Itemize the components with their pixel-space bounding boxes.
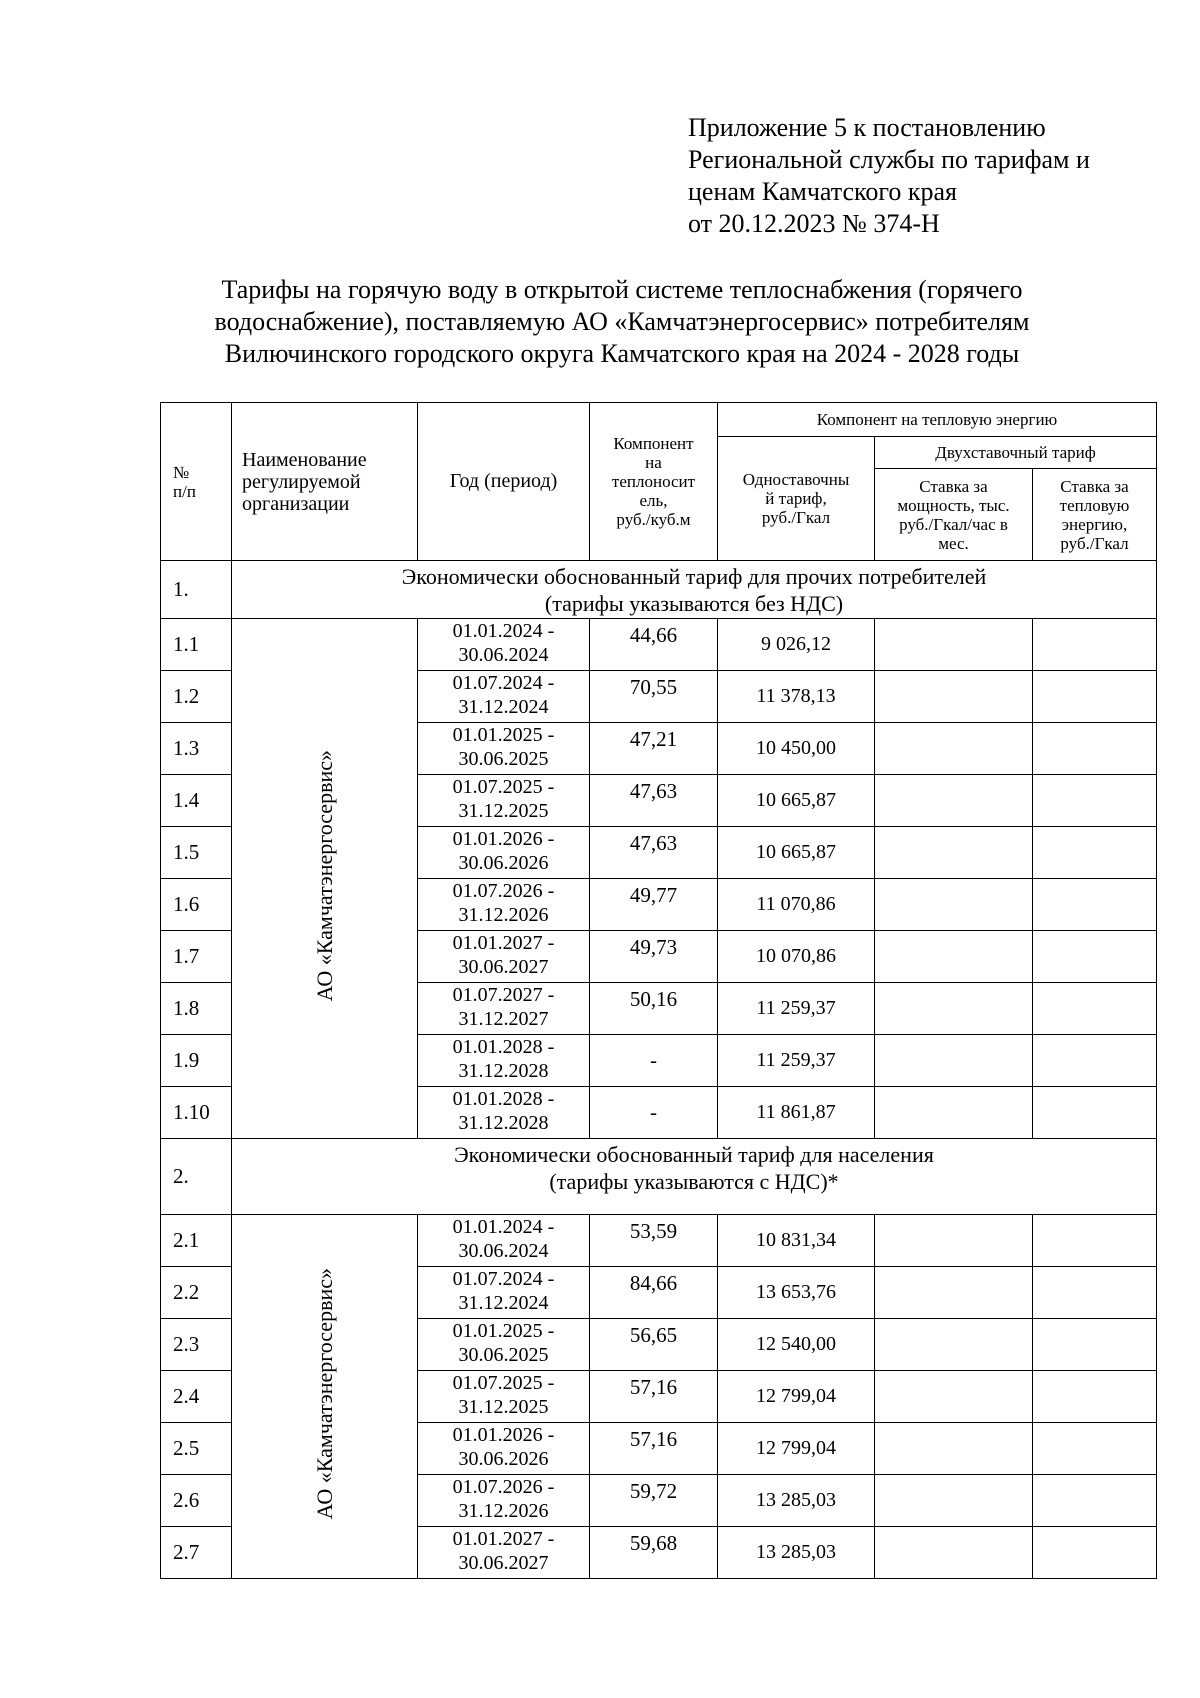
period-to: 31.12.2024 — [458, 1292, 549, 1314]
tariff-table — [160, 402, 1157, 1579]
single-rate-tariff: 11 861,87 — [718, 1087, 875, 1139]
period-from: 01.07.2025 - — [452, 1372, 555, 1394]
period-to: 31.12.2024 — [458, 696, 549, 718]
capacity-rate-cell — [875, 1475, 1033, 1527]
period-from: 01.01.2026 - — [452, 1424, 555, 1446]
energy-rate-cell — [1033, 1035, 1157, 1087]
single-rate-tariff: 10 831,34 — [718, 1215, 875, 1267]
annex-line: Приложение 5 к постановлению — [688, 113, 1046, 142]
title-line: Тарифы на горячую воду в открытой системе теплоснабжения (горячего — [221, 275, 1023, 304]
period — [418, 879, 590, 931]
annex-line: от 20.12.2023 № 374-Н — [688, 209, 940, 238]
period-from: 01.07.2027 - — [452, 984, 555, 1006]
row-number: 1.10 — [161, 1087, 232, 1139]
header-organization-line: организации — [242, 492, 350, 515]
carrier-component: 70,55 — [590, 671, 718, 723]
section-title-line: (тарифы указываются без НДС) — [544, 591, 844, 616]
capacity-rate-cell — [875, 827, 1033, 879]
single-rate-tariff: 10 070,86 — [718, 931, 875, 983]
header-single-line: Одноставочны — [742, 470, 850, 489]
organization-name-text: АО «Камчатэнергосервис» — [311, 750, 337, 1002]
header-number-line: № — [173, 462, 190, 482]
period-from: 01.07.2024 - — [452, 1268, 555, 1290]
period-to: 31.12.2025 — [458, 800, 549, 822]
period — [418, 1319, 590, 1371]
carrier-component: 84,66 — [590, 1267, 718, 1319]
carrier-component: 56,65 — [590, 1319, 718, 1371]
row-number: 1.4 — [161, 775, 232, 827]
energy-rate-cell — [1033, 1215, 1157, 1267]
row-number: 1.7 — [161, 931, 232, 983]
row-number: 2.2 — [161, 1267, 232, 1319]
single-rate-tariff: 13 285,03 — [718, 1475, 875, 1527]
header-carrier-line: ель, — [639, 491, 668, 510]
period-to: 30.06.2026 — [458, 852, 549, 874]
header-capacity-line: мощность, тыс. — [897, 495, 1010, 515]
annex-note — [688, 112, 1168, 240]
header-capacity-line: Ставка за — [919, 476, 988, 496]
period — [418, 1423, 590, 1475]
header-row — [161, 403, 1157, 437]
single-rate-tariff: 12 799,04 — [718, 1423, 875, 1475]
period — [418, 931, 590, 983]
row-number: 1.1 — [161, 619, 232, 671]
row-number: 1.2 — [161, 671, 232, 723]
period — [418, 723, 590, 775]
period-to: 30.06.2027 — [458, 956, 549, 978]
period — [418, 1475, 590, 1527]
carrier-component: 47,63 — [590, 827, 718, 879]
organization-name-text: АО «Камчатэнергосервис» — [311, 1268, 337, 1520]
header-energy-rate-line: руб./Гкал — [1060, 533, 1129, 553]
section-title-line: (тарифы указываются с НДС)* — [549, 1169, 839, 1194]
document-title — [150, 274, 1094, 370]
single-rate-tariff: 11 259,37 — [718, 1035, 875, 1087]
header-organization-line: регулируемой — [242, 470, 361, 493]
header-energy-rate-line: тепловую — [1059, 495, 1130, 515]
table-row — [161, 619, 1157, 671]
capacity-rate-cell — [875, 723, 1033, 775]
period-to: 31.12.2026 — [458, 904, 549, 926]
header-energy-rate — [1033, 469, 1157, 561]
energy-rate-cell — [1033, 827, 1157, 879]
energy-rate-cell — [1033, 1267, 1157, 1319]
energy-rate-cell — [1033, 723, 1157, 775]
period-from: 01.01.2026 - — [452, 828, 555, 850]
energy-rate-cell — [1033, 879, 1157, 931]
period — [418, 827, 590, 879]
header-carrier-line: на — [645, 453, 662, 472]
energy-rate-cell — [1033, 1371, 1157, 1423]
header-carrier-line: Компонент — [613, 434, 694, 453]
period-from: 01.01.2024 - — [452, 1216, 555, 1238]
section-title-line: Экономически обоснованный тариф для населения — [454, 1142, 934, 1167]
period — [418, 1267, 590, 1319]
single-rate-tariff: 13 285,03 — [718, 1527, 875, 1579]
header-capacity-line: руб./Гкал/час в — [899, 514, 1008, 534]
period-to: 31.12.2026 — [458, 1500, 549, 1522]
carrier-component: 59,72 — [590, 1475, 718, 1527]
header-number-line: п/п — [173, 481, 196, 501]
period-from: 01.07.2025 - — [452, 776, 555, 798]
period-to: 30.06.2024 — [458, 1240, 549, 1262]
period — [418, 1371, 590, 1423]
energy-rate-cell — [1033, 1087, 1157, 1139]
header-single-line: й тариф, — [765, 489, 827, 508]
energy-rate-cell — [1033, 1423, 1157, 1475]
capacity-rate-cell — [875, 1319, 1033, 1371]
capacity-rate-cell — [875, 931, 1033, 983]
period-from: 01.07.2024 - — [452, 672, 555, 694]
header-carrier-line: теплоносит — [611, 472, 696, 491]
period-to: 31.12.2027 — [458, 1008, 549, 1030]
carrier-component: 50,16 — [590, 983, 718, 1035]
period-from: 01.01.2027 - — [452, 932, 555, 954]
carrier-component: 57,16 — [590, 1423, 718, 1475]
section-header-row — [161, 561, 1157, 619]
energy-rate-cell — [1033, 671, 1157, 723]
single-rate-tariff: 10 665,87 — [718, 827, 875, 879]
header-energy-rate-line: Ставка за — [1060, 476, 1129, 496]
row-number: 1.5 — [161, 827, 232, 879]
period — [418, 983, 590, 1035]
period-to: 31.12.2028 — [458, 1112, 549, 1134]
carrier-component: 44,66 — [590, 619, 718, 671]
single-rate-tariff: 10 665,87 — [718, 775, 875, 827]
section-number: 1. — [161, 561, 232, 619]
header-energy-component: Компонент на тепловую энергию — [718, 403, 1157, 437]
energy-rate-cell — [1033, 619, 1157, 671]
energy-rate-cell — [1033, 1319, 1157, 1371]
single-rate-tariff: 10 450,00 — [718, 723, 875, 775]
carrier-component: - — [590, 1035, 718, 1087]
capacity-rate-cell — [875, 1423, 1033, 1475]
period-from: 01.07.2026 - — [452, 880, 555, 902]
carrier-component: 49,73 — [590, 931, 718, 983]
period-to: 31.12.2025 — [458, 1396, 549, 1418]
capacity-rate-cell — [875, 619, 1033, 671]
annex-line: Региональной службы по тарифам и — [688, 145, 1090, 174]
single-rate-tariff: 12 540,00 — [718, 1319, 875, 1371]
energy-rate-cell — [1033, 983, 1157, 1035]
header-energy-rate-line: энергию, — [1061, 514, 1128, 534]
period-to: 30.06.2026 — [458, 1448, 549, 1470]
title-line: Вилючинского городского округа Камчатского края на 2024 - 2028 годы — [224, 339, 1020, 368]
row-number: 2.1 — [161, 1215, 232, 1267]
section-number: 2. — [161, 1139, 232, 1215]
table-row — [161, 1215, 1157, 1267]
period — [418, 1035, 590, 1087]
section-title — [232, 561, 1157, 619]
header-carrier-component — [590, 403, 718, 561]
row-number: 2.5 — [161, 1423, 232, 1475]
capacity-rate-cell — [875, 671, 1033, 723]
period-to: 30.06.2027 — [458, 1552, 549, 1574]
header-number — [161, 403, 232, 561]
period-to: 31.12.2028 — [458, 1060, 549, 1082]
period — [418, 775, 590, 827]
row-number: 1.6 — [161, 879, 232, 931]
header-single-rate — [718, 437, 875, 561]
header-period: Год (период) — [418, 403, 590, 561]
period-to: 30.06.2025 — [458, 748, 549, 770]
period-from: 01.01.2027 - — [452, 1528, 555, 1550]
header-two-part-tariff: Двухставочный тариф — [875, 437, 1157, 469]
capacity-rate-cell — [875, 1035, 1033, 1087]
energy-rate-cell — [1033, 1475, 1157, 1527]
section-header-row — [161, 1139, 1157, 1215]
row-number: 2.7 — [161, 1527, 232, 1579]
row-number: 1.3 — [161, 723, 232, 775]
single-rate-tariff: 11 378,13 — [718, 671, 875, 723]
row-number: 2.3 — [161, 1319, 232, 1371]
single-rate-tariff: 12 799,04 — [718, 1371, 875, 1423]
tariff-table-body — [161, 403, 1157, 1579]
energy-rate-cell — [1033, 1527, 1157, 1579]
capacity-rate-cell — [875, 1527, 1033, 1579]
single-rate-tariff: 13 653,76 — [718, 1267, 875, 1319]
capacity-rate-cell — [875, 1371, 1033, 1423]
period-from: 01.01.2028 - — [452, 1088, 555, 1110]
energy-rate-cell — [1033, 931, 1157, 983]
row-number: 2.6 — [161, 1475, 232, 1527]
period-from: 01.07.2026 - — [452, 1476, 555, 1498]
section-title-line: Экономически обоснованный тариф для прочих потребителей — [401, 564, 987, 589]
organization-name — [232, 619, 418, 1139]
period — [418, 1527, 590, 1579]
carrier-component: 57,16 — [590, 1371, 718, 1423]
period-to: 30.06.2024 — [458, 644, 549, 666]
header-single-line: руб./Гкал — [761, 508, 831, 527]
single-rate-tariff: 9 026,12 — [718, 619, 875, 671]
organization-name — [232, 1215, 418, 1579]
section-title — [232, 1139, 1157, 1215]
carrier-component: 47,63 — [590, 775, 718, 827]
period-from: 01.01.2024 - — [452, 620, 555, 642]
period-from: 01.01.2025 - — [452, 1320, 555, 1342]
carrier-component: 59,68 — [590, 1527, 718, 1579]
header-organization-line: Наименование — [242, 448, 367, 471]
carrier-component: 49,77 — [590, 879, 718, 931]
energy-rate-cell — [1033, 775, 1157, 827]
capacity-rate-cell — [875, 983, 1033, 1035]
period-from: 01.01.2025 - — [452, 724, 555, 746]
carrier-component: 47,21 — [590, 723, 718, 775]
period — [418, 1087, 590, 1139]
header-carrier-line: руб./куб.м — [616, 510, 691, 529]
header-organization — [232, 403, 418, 561]
title-line: водоснабжение), поставляемую АО «Камчатэнергосервис» потребителям — [214, 307, 1030, 336]
capacity-rate-cell — [875, 1087, 1033, 1139]
period — [418, 671, 590, 723]
capacity-rate-cell — [875, 1267, 1033, 1319]
period-to: 30.06.2025 — [458, 1344, 549, 1366]
period-from: 01.01.2028 - — [452, 1036, 555, 1058]
annex-line: ценам Камчатского края — [688, 177, 957, 206]
period — [418, 619, 590, 671]
capacity-rate-cell — [875, 1215, 1033, 1267]
single-rate-tariff: 11 259,37 — [718, 983, 875, 1035]
carrier-component: - — [590, 1087, 718, 1139]
carrier-component: 53,59 — [590, 1215, 718, 1267]
capacity-rate-cell — [875, 879, 1033, 931]
row-number: 1.9 — [161, 1035, 232, 1087]
header-capacity-rate — [875, 469, 1033, 561]
header-capacity-line: мес. — [938, 533, 969, 553]
row-number: 2.4 — [161, 1371, 232, 1423]
single-rate-tariff: 11 070,86 — [718, 879, 875, 931]
capacity-rate-cell — [875, 775, 1033, 827]
period — [418, 1215, 590, 1267]
row-number: 1.8 — [161, 983, 232, 1035]
